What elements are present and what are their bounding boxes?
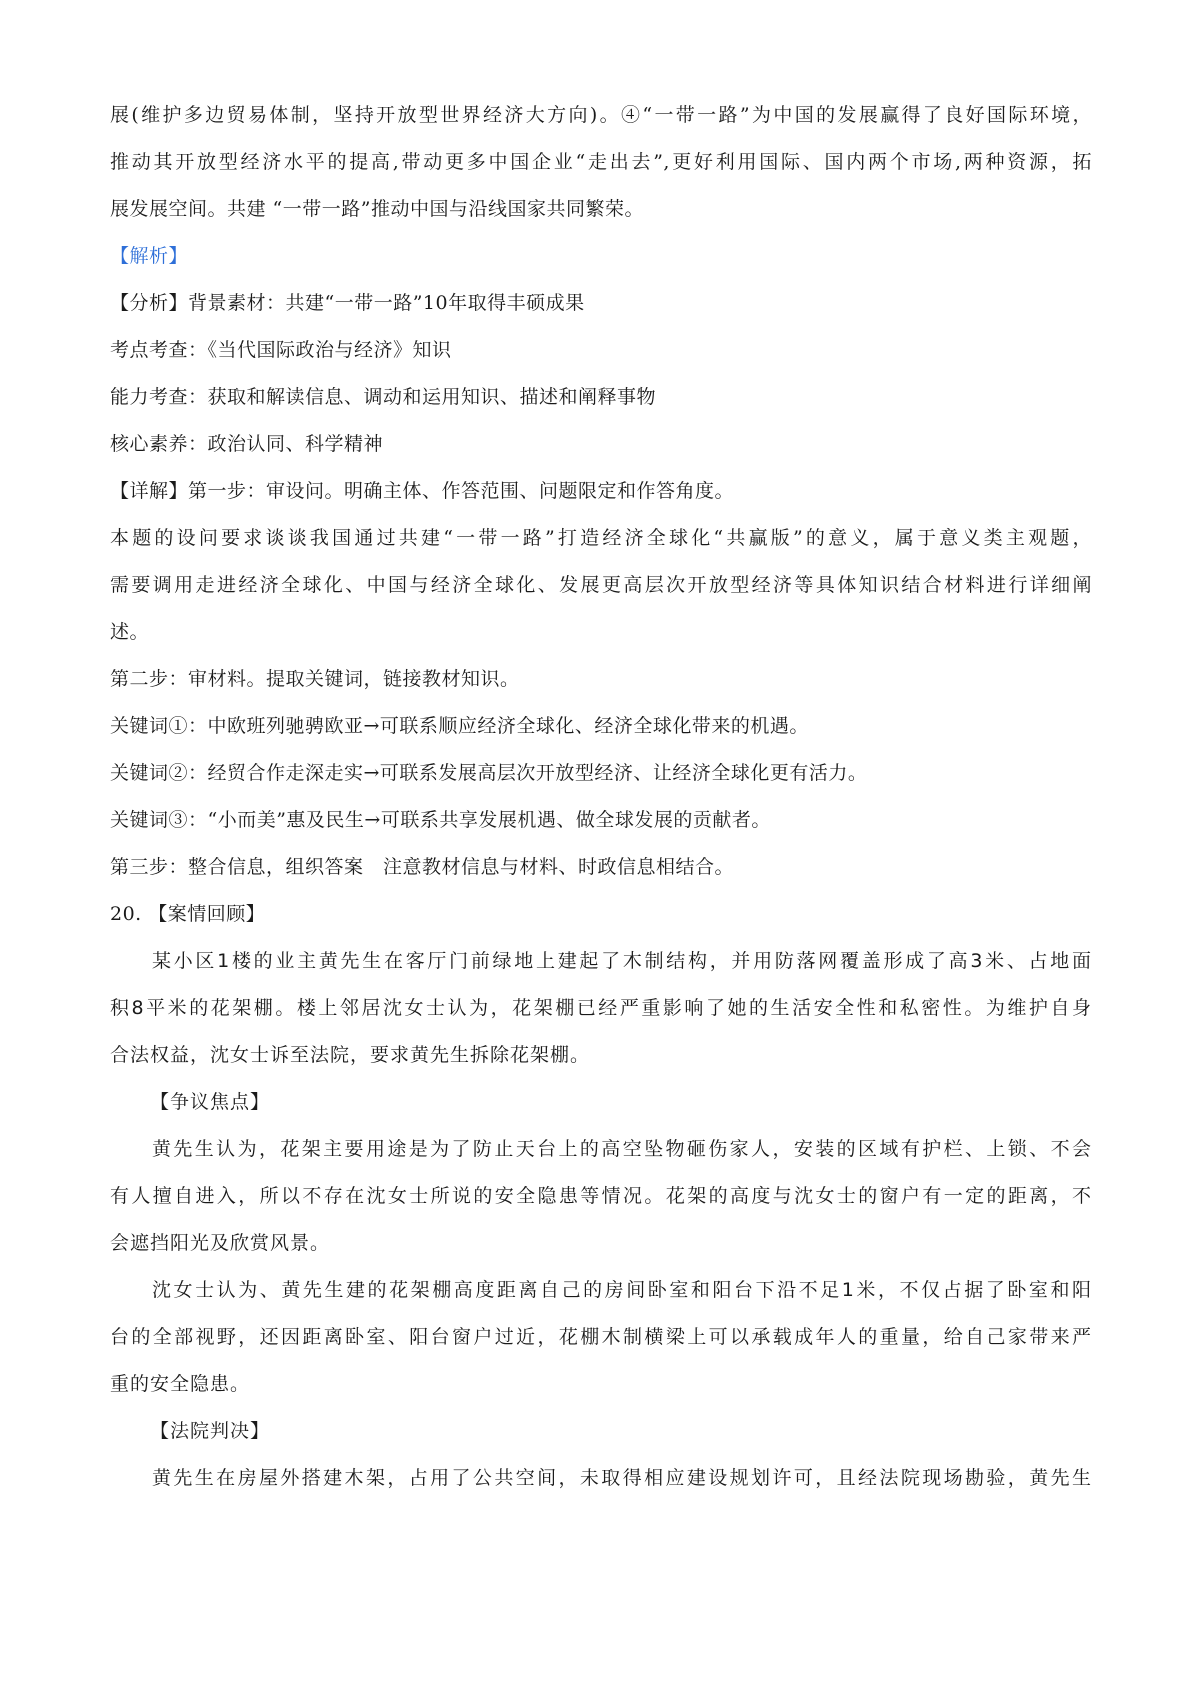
- analysis-knowledge-point: 考点考查：《当代国际政治与经济》知识: [110, 339, 452, 361]
- verdict-heading: 【法院判决】: [150, 1420, 271, 1442]
- keyword-3: 关键词③：“小而美”惠及民生→可联系共享发展机遇、做全球发展的贡献者。: [110, 809, 771, 831]
- analysis-ability: 能力考查：获取和解读信息、调动和运用知识、描述和阐释事物: [110, 386, 657, 408]
- question-requirement-line-2: 需要调用走进经济全球化、中国与经济全球化、发展更高层次开放型经济等具体知识结合材料进行详细阐: [110, 574, 1092, 596]
- answer-line-1: 展(维护多边贸易体制，坚持开放型世界经济大方向)。④“一带一路”为中国的发展赢得了良好国际环境，: [110, 104, 1092, 126]
- keyword-2: 关键词②：经贸合作走深走实→可联系发展高层次开放型经济、让经济全球化更有活力。: [110, 762, 868, 784]
- analysis-step2: 第二步：审材料。提取关键词，链接教材知识。: [110, 668, 520, 690]
- question-20-heading: 20. 【案情回顾】: [110, 903, 266, 925]
- analysis-detail-step1: 【详解】第一步：审设问。明确主体、作答范围、问题限定和作答角度。: [110, 480, 735, 502]
- dispute-heading: 【争议焦点】: [150, 1091, 271, 1113]
- question-requirement-line-1: 本题的设问要求谈谈我国通过共建“一带一路”打造经济全球化“共赢版”的意义，属于意义类主观题，: [110, 527, 1092, 549]
- answer-line-2: 推动其开放型经济水平的提高,带动更多中国企业“走出去”,更好利用国际、国内两个市场,两种资源，拓: [110, 151, 1092, 173]
- keyword-1: 关键词①：中欧班列驰骋欧亚→可联系顺应经济全球化、经济全球化带来的机遇。: [110, 715, 809, 737]
- shen-line-2: 台的全部视野，还因距离卧室、阳台窗户过近，花棚木制横梁上可以承载成年人的重量，给自己家带来严: [110, 1326, 1092, 1348]
- question-requirement-line-3: 述。: [110, 621, 150, 643]
- shen-line-3: 重的安全隐患。: [110, 1373, 251, 1395]
- analysis-tag: 【解析】: [110, 245, 189, 267]
- document-body: [110, 92, 1092, 1502]
- huang-line-1: 黄先生认为，花架主要用途是为了防止天台上的高空坠物砸伤家人，安装的区域有护栏、上锁、不会: [152, 1138, 1092, 1160]
- huang-line-2: 有人擅自进入，所以不存在沈女士所说的安全隐患等情况。花架的高度与沈女士的窗户有一定的距离，不: [110, 1185, 1092, 1207]
- analysis-step3: 第三步：整合信息，组织答案 注意教材信息与材料、时政信息相结合。: [110, 856, 735, 878]
- verdict-line-1: 黄先生在房屋外搭建木架，占用了公共空间，未取得相应建设规划许可，且经法院现场勘验，黄先生: [152, 1467, 1092, 1489]
- huang-line-3: 会遮挡阳光及欣赏风景。: [110, 1232, 331, 1254]
- case-line-3: 合法权益，沈女士诉至法院，要求黄先生拆除花架棚。: [110, 1044, 591, 1066]
- analysis-background: 【分析】背景素材：共建“一带一路”10年取得丰硕成果: [110, 292, 585, 314]
- case-line-1: 某小区1楼的业主黄先生在客厅门前绿地上建起了木制结构，并用防落网覆盖形成了高3米、占地面: [152, 950, 1092, 972]
- answer-line-3: 展发展空间。共建 “一带一路”推动中国与沿线国家共同繁荣。: [110, 198, 644, 220]
- case-line-2: 积8平米的花架棚。楼上邻居沈女士认为，花架棚已经严重影响了她的生活安全性和私密性。为维护自身: [110, 997, 1092, 1019]
- analysis-literacy: 核心素养：政治认同、科学精神: [110, 433, 384, 455]
- shen-line-1: 沈女士认为、黄先生建的花架棚高度距离自己的房间卧室和阳台下沿不足1米，不仅占据了卧室和阳: [152, 1279, 1092, 1301]
